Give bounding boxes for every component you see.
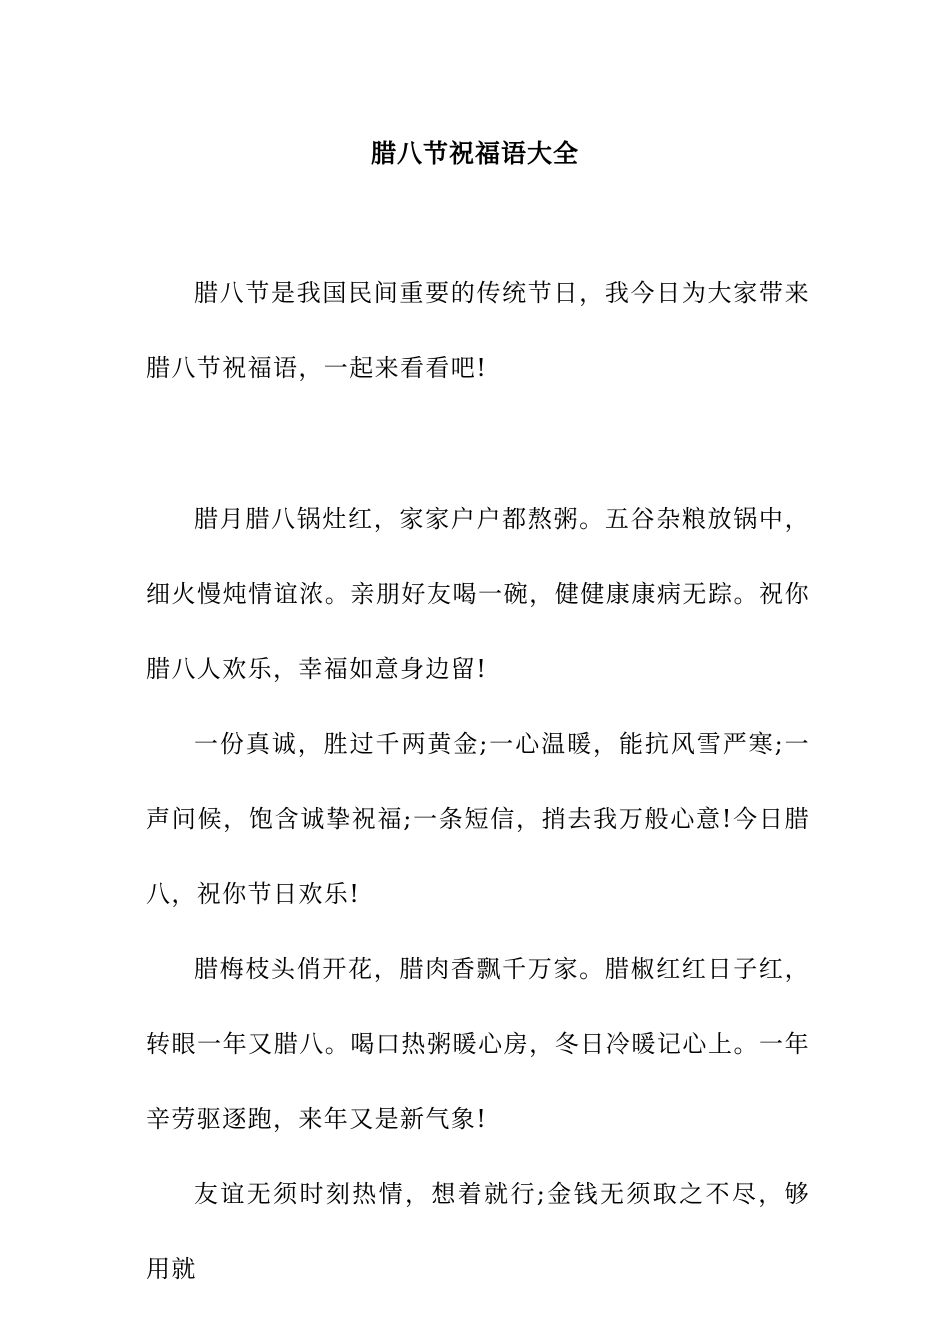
intro-paragraph: 腊八节是我国民间重要的传统节日，我今日为大家带来腊八节祝福语，一起来看看吧!	[146, 279, 810, 382]
greetings-section	[146, 482, 810, 1307]
greeting-paragraph-4: 友谊无须时刻热情，想着就行;金钱无须取之不尽，够用就	[146, 1180, 810, 1283]
greeting-paragraph-3: 腊梅枝头俏开花，腊肉香飘千万家。腊椒红红日子红，转眼一年又腊八。喝口热粥暖心房，冬日冷暖记心上。一年辛劳驱逐跑，来年又是新气象!	[146, 955, 810, 1133]
greeting-paragraph-2: 一份真诚，胜过千两黄金;一心温暖，能抗风雪严寒;一声问候，饱含诚挚祝福;一条短信，捎去我万般心意!今日腊八，祝你节日欢乐!	[146, 730, 810, 908]
document-title: 腊八节祝福语大全	[370, 139, 579, 168]
intro-section	[146, 256, 810, 406]
greeting-paragraph-1: 腊月腊八锅灶红，家家户户都熬粥。五谷杂粮放锅中，细火慢炖情谊浓。亲朋好友喝一碗，健健康康病无踪。祝你腊八人欢乐，幸福如意身边留!	[146, 505, 810, 683]
